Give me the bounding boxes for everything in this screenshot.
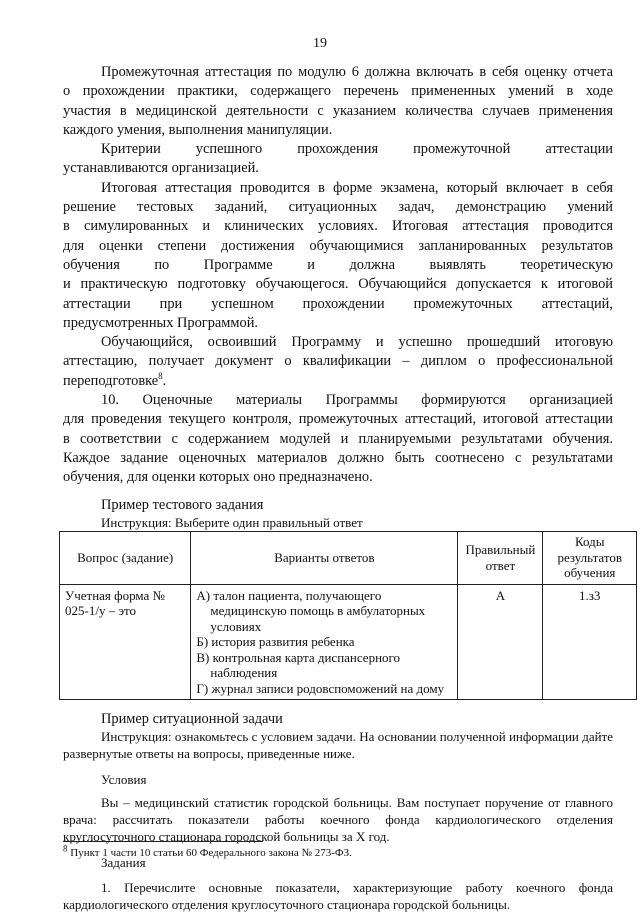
- header-question: Вопрос (задание): [60, 531, 191, 584]
- table-row: [60, 584, 637, 700]
- footnote-mark: 8: [63, 843, 68, 854]
- text-line: Обучающийся, освоивший Программу и успешно прошедший итоговую: [101, 334, 613, 351]
- text-line: Промежуточная аттестация по модулю 6 должна включать в себя оценку отчета: [101, 64, 613, 80]
- footnote-text: Пункт 1 части 10 статьи 60 Федерального закона № 273-ФЗ.: [70, 847, 352, 859]
- option-c: В) контрольная карта диспансерного: [196, 649, 401, 665]
- situational-instruction: [63, 728, 613, 762]
- text-line: предусмотренных Программой.: [63, 314, 258, 331]
- text-line: аттестацию, получает документ о квалификации – диплом о профессиональной: [63, 353, 613, 370]
- text-line: кардиологического отделения круглосуточного стационара городской больницы.: [63, 897, 511, 913]
- footnote-ref: 8: [158, 370, 163, 381]
- text-line: для проведения текущего контроля, промежуточных аттестаций, итоговой аттестации: [63, 411, 613, 428]
- task-1: [63, 879, 613, 913]
- text-line: и практическую подготовку обучающегося. Обучающийся допускается к итоговой: [63, 276, 613, 293]
- text-line: устанавливаются организацией.: [63, 160, 259, 177]
- text-line: 1. Перечислите основные показатели, характеризующие работу коечного фонда: [101, 880, 613, 896]
- text-line: в симулированных и клинических условиях. Итоговая аттестация проводится: [63, 218, 613, 235]
- document-body: [63, 63, 622, 913]
- cell-options: [191, 584, 458, 700]
- footnote: [63, 843, 352, 859]
- option-c-cont: наблюдения: [210, 665, 278, 681]
- text-line: 10. Оценочные материалы Программы формируются организацией: [101, 392, 613, 409]
- option-a-cont: медицинскую помощь в амбулаторных: [210, 603, 426, 619]
- test-example-heading: Пример тестового задания: [101, 496, 264, 513]
- paragraph-evaluation-materials: [63, 391, 613, 487]
- header-options: Варианты ответов: [191, 531, 458, 584]
- test-instruction: Инструкция: Выберите один правильный ответ: [101, 514, 363, 530]
- text-line: обучения, для оценки которых оно предназначено.: [63, 469, 373, 486]
- text-line: Итоговая аттестация проводится в форме экзамена, который включает в себя: [101, 179, 613, 196]
- situational-heading: Пример ситуационной задачи: [101, 711, 283, 728]
- option-d: Г) журнал записи родовспоможений на дому: [196, 680, 445, 696]
- diploma-text-end: переподготовке: [63, 372, 159, 389]
- footnote-separator: [63, 841, 263, 842]
- text-line: Каждое задание оценочных материалов должно быть соотнесено с результатами: [63, 449, 613, 466]
- paragraph-diploma: [63, 333, 613, 391]
- text-line: переподготовке$^8$.: [63, 370, 167, 389]
- text-line: Вы – медицинский статистик городской больницы. Вам поступает поручение от главного: [101, 795, 613, 811]
- conditions-label: Условия: [101, 772, 147, 788]
- paragraph-final-attestation: [63, 179, 613, 333]
- tasks-label: Задания: [101, 855, 146, 871]
- header-codes: Коды результатов обучения: [543, 531, 637, 584]
- text-line: обучения по Программе и должна выявлять теоретическую: [63, 256, 613, 273]
- option-a: А) талон пациента, получающего: [196, 587, 382, 603]
- conditions-text: [63, 794, 613, 845]
- text-line: решение тестовых заданий, ситуационных задач, демонстрацию умений: [63, 199, 613, 216]
- paragraph-criteria: [63, 140, 613, 179]
- text-line: Инструкция: ознакомьтесь с условием задачи. На основании полученной информации дайте: [101, 729, 613, 745]
- header-answer: Правильный ответ: [458, 531, 543, 584]
- text-line: круглосуточного стационара городской больницы за Х год.: [63, 829, 390, 845]
- text-line: каждого умения, выполнения манипуляции.: [63, 121, 333, 138]
- test-table: [59, 531, 637, 701]
- table-header-row: [60, 531, 637, 584]
- option-a-cont: условиях: [210, 618, 262, 634]
- text-line: о прохождении практики, содержащего перечень примененных умений в ходе: [63, 83, 613, 100]
- text-line: врача: рассчитать показатели работы коечного фонда кардиологического отделения: [63, 812, 613, 828]
- cell-answer: А: [458, 584, 543, 700]
- text-line: развернутые ответы на вопросы, приведенные ниже.: [63, 746, 355, 762]
- cell-question: Учетная форма № 025-1/у – это: [60, 584, 191, 700]
- text-line: Критерии успешного прохождения промежуточной аттестации: [101, 141, 613, 158]
- page-number: 19: [313, 36, 327, 51]
- text-line: для оценки степени достижения обучающимися запланированных результатов: [63, 237, 613, 254]
- paragraph-intermediate-attestation: [63, 63, 613, 140]
- text-line: участия в медицинской деятельности с указанием количества случаев применения: [63, 102, 613, 119]
- cell-code: 1.з3: [543, 584, 637, 700]
- text-line: аттестации при успешном прохождении промежуточных аттестаций,: [63, 295, 613, 312]
- option-b: Б) история развития ребенка: [196, 634, 355, 650]
- text-line: в соответствии с содержанием модулей и планируемыми результатами обучения.: [63, 430, 613, 447]
